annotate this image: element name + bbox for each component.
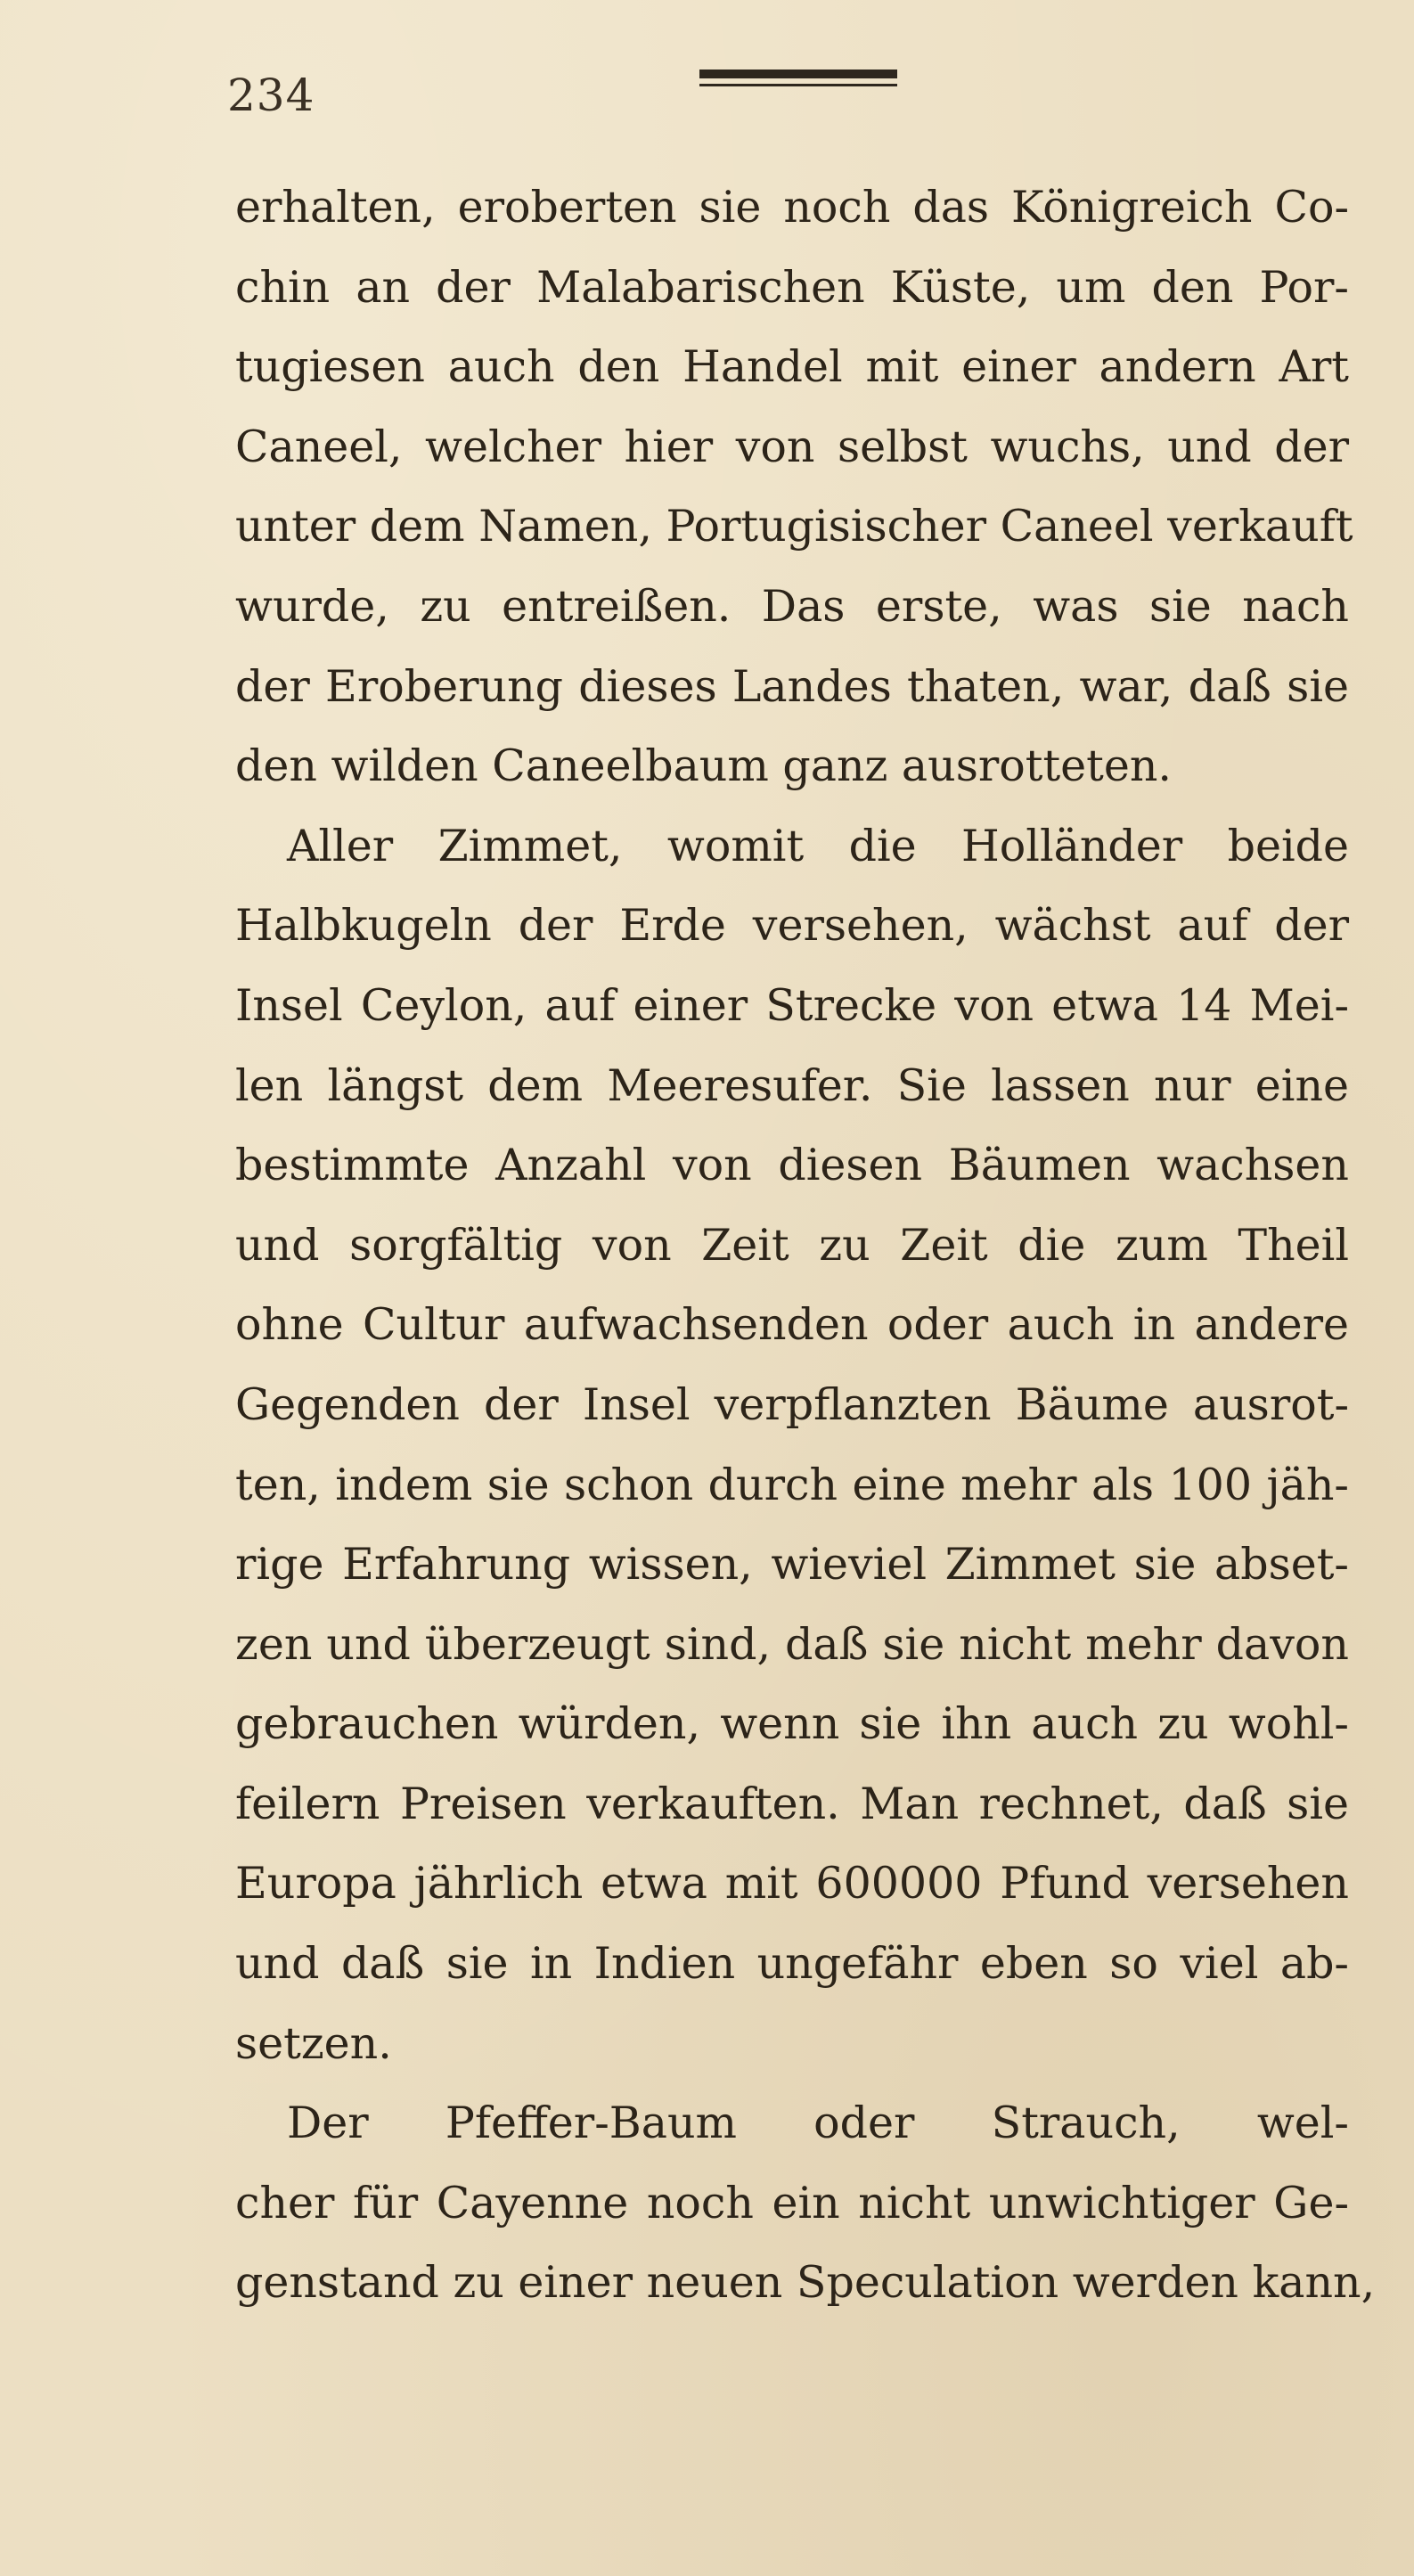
header-rule <box>699 70 897 91</box>
text-line: bestimmte Anzahl von diesen Bäumen wachsen <box>235 1140 1349 1191</box>
paragraph-start-line: Der Pfeffer-Baum oder Strauch, wel- <box>287 2098 1349 2149</box>
text-line: zen und überzeugt sind, daß sie nicht mehr davon <box>235 1618 1349 1670</box>
text-line: der Eroberung dieses Landes thaten, war, daß sie <box>235 660 1349 712</box>
text-line: wurde, zu entreißen. Das erste, was sie nach <box>235 580 1349 632</box>
text-line: rige Erfahrung wissen, wieviel Zimmet sie abset- <box>235 1539 1349 1591</box>
paragraph-end-line: den wilden Caneelbaum ganz ausrotteten. <box>235 740 1172 792</box>
text-line: len längst dem Meeresufer. Sie lassen nur eine <box>235 1059 1349 1111</box>
body-text <box>235 168 1376 2323</box>
text-line: Caneel, welcher hier von selbst wuchs, und der <box>235 421 1349 472</box>
text-line: Europa jährlich etwa mit 600000 Pfund versehen <box>235 1858 1349 1910</box>
header-rule-thick <box>699 70 897 78</box>
text-line: Gegenden der Insel verpflanzten Bäume ausrot- <box>235 1378 1349 1430</box>
header-rule-thin <box>699 84 897 86</box>
text-line: und sorgfältig von Zeit zu Zeit die zum Theil <box>235 1219 1349 1271</box>
text-line: ten, indem sie schon durch eine mehr als 100 jäh- <box>235 1459 1349 1510</box>
text-line: tugiesen auch den Handel mit einer andern Art <box>235 341 1349 393</box>
text-line: feilern Preisen verkauften. Man rechnet, daß sie <box>235 1778 1349 1829</box>
text-line: gebrauchen würden, wenn sie ihn auch zu wohl- <box>235 1698 1349 1750</box>
paragraph-end-line: setzen. <box>235 2017 392 2069</box>
paragraph-start-line: Aller Zimmet, womit die Holländer beide <box>287 820 1349 871</box>
text-line: und daß sie in Indien ungefähr eben so viel ab- <box>235 1938 1349 1990</box>
page-number: 234 <box>227 70 315 121</box>
text-line: Halbkugeln der Erde versehen, wächst auf der <box>235 900 1349 952</box>
text-line: chin an der Malabarischen Küste, um den Por- <box>235 261 1349 313</box>
text-line: genstand zu einer neuen Speculation werden kann, <box>235 2257 1376 2309</box>
text-line: unter dem Namen, Portugisischer Caneel verkauft <box>235 501 1353 552</box>
text-line: cher für Cayenne noch ein nicht unwichtiger Ge- <box>235 2177 1349 2228</box>
text-line: Insel Ceylon, auf einer Strecke von etwa 14 Mei- <box>235 979 1349 1031</box>
text-line: ohne Cultur aufwachsenden oder auch in andere <box>235 1299 1349 1351</box>
text-line: erhalten, eroberten sie noch das Königreich Co- <box>235 182 1349 233</box>
